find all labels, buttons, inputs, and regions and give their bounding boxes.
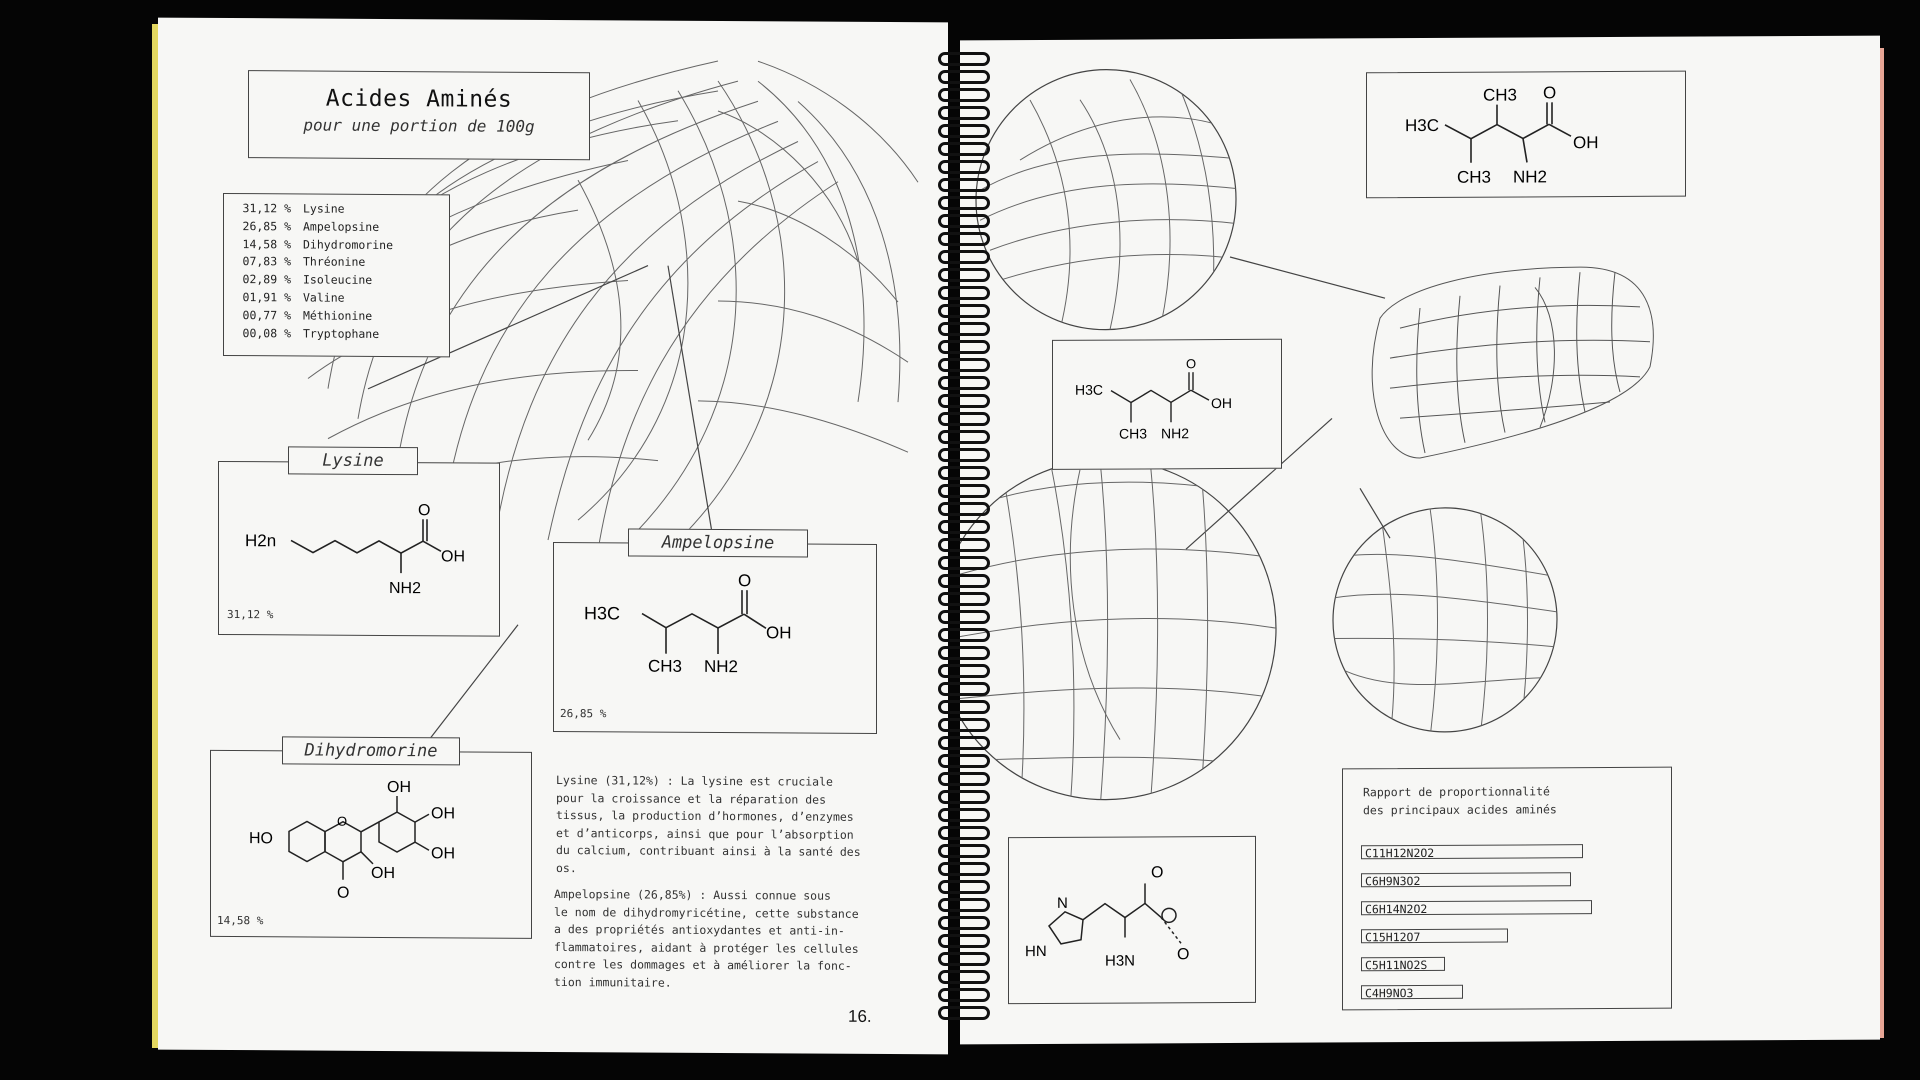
spiral-ring — [938, 214, 990, 228]
ampelopsine-description: Ampelopsine (26,85%) : Aussi connue sous le nom de dihydromyricétine, cette substance a des propriétés antioxydantes et anti-in- flammatoires, aidant à protéger les cellules contre les dommages et à améliorer la fonc- tion immunitaire. — [554, 887, 859, 990]
spiral-ring — [938, 880, 990, 894]
page-title: Acides Aminés — [325, 85, 513, 113]
svg-text:CH3: CH3 — [1119, 425, 1148, 442]
spiral-ring — [938, 790, 990, 804]
svg-text:O: O — [418, 502, 431, 520]
ratio-bar: C11H12N2O2 — [1361, 844, 1583, 859]
spiral-ring — [938, 160, 990, 174]
wireframe-tube — [1372, 267, 1653, 458]
list-item: 01,91 % Valine — [242, 290, 345, 305]
spiral-ring — [938, 142, 990, 156]
spiral-ring — [938, 862, 990, 876]
molecule-bottom-structure — [1009, 837, 1255, 1003]
right-page — [960, 36, 1880, 1045]
svg-text:CH3: CH3 — [1483, 85, 1518, 105]
list-item: 00,77 % Méthionine — [242, 307, 373, 323]
spiral-ring — [938, 934, 990, 948]
spiral-ring — [938, 394, 990, 408]
svg-text:OH: OH — [371, 864, 395, 883]
lysine-percentage: 31,12 % — [227, 608, 274, 622]
spiral-ring — [938, 88, 990, 102]
spiral-ring — [938, 664, 990, 678]
svg-text:H2n: H2n — [245, 531, 277, 551]
amino-acid-list — [223, 193, 450, 357]
molecule-mid-card — [1052, 339, 1282, 470]
svg-text:HO: HO — [249, 830, 273, 848]
spiral-ring — [938, 610, 990, 624]
lysine-card — [218, 461, 500, 637]
spiral-ring — [938, 466, 990, 480]
spiral-ring — [938, 916, 990, 930]
spiral-ring — [938, 844, 990, 858]
spiral-ring — [938, 1006, 990, 1020]
spiral-ring — [938, 340, 990, 354]
svg-text:O: O — [1177, 946, 1190, 964]
page-number: 16. — [848, 1006, 872, 1026]
svg-text:OH: OH — [387, 778, 411, 797]
svg-text:OH: OH — [1573, 133, 1599, 153]
ampelopsine-card — [553, 542, 877, 734]
svg-text:N: N — [1057, 894, 1068, 912]
list-item: 00,08 % Tryptophane — [242, 325, 380, 341]
ratio-bar: C5H11NO2S — [1361, 957, 1445, 971]
list-item: 14,58 % Dihydromorine — [242, 236, 394, 252]
svg-text:OH: OH — [766, 623, 792, 643]
left-page — [158, 18, 948, 1055]
svg-text:OH: OH — [431, 845, 455, 863]
ampelopsine-label: Ampelopsine — [628, 528, 808, 557]
spiral-ring — [938, 736, 990, 750]
svg-text:OH: OH — [441, 548, 465, 566]
spiral-ring — [938, 448, 990, 462]
ratio-bar: C6H9N3O2 — [1361, 872, 1571, 887]
svg-text:CH3: CH3 — [1457, 167, 1492, 187]
spiral-binding — [930, 52, 1010, 1042]
dihydromorine-card — [210, 750, 532, 939]
svg-text:O: O — [1151, 864, 1164, 882]
spiral-ring — [938, 178, 990, 192]
spiral-ring — [938, 952, 990, 966]
svg-text:O: O — [337, 884, 350, 902]
ratio-bar: C6H14N2O2 — [1361, 900, 1592, 915]
spiral-ring — [938, 430, 990, 444]
spiral-ring — [938, 646, 990, 660]
spiral-ring — [938, 520, 990, 534]
spiral-ring — [938, 268, 990, 282]
spiral-ring — [938, 376, 990, 390]
molecule-bottom-card — [1008, 836, 1256, 1004]
ratio-chart-box — [1342, 767, 1672, 1011]
svg-text:O: O — [738, 571, 752, 591]
dihydromorine-structure — [211, 751, 531, 938]
lysine-label: Lysine — [288, 446, 418, 475]
list-item: 26,85 % Ampelopsine — [242, 218, 380, 234]
spiral-ring — [938, 286, 990, 300]
svg-text:H3N: H3N — [1105, 952, 1136, 970]
svg-text:O: O — [1186, 356, 1197, 372]
svg-text:H3C: H3C — [584, 603, 621, 624]
ampelopsine-percentage: 26,85 % — [560, 707, 607, 721]
svg-text:O: O — [1543, 83, 1557, 103]
spiral-ring — [938, 358, 990, 372]
spiral-ring — [938, 898, 990, 912]
spiral-ring — [938, 970, 990, 984]
page-subtitle: pour une portion de 100g — [303, 115, 535, 136]
spiral-ring — [938, 304, 990, 318]
spiral-ring — [938, 808, 990, 822]
spiral-ring — [938, 826, 990, 840]
spiral-ring — [938, 772, 990, 786]
lysine-description: Lysine (31,12%) : La lysine est cruciale pour la croissance et la réparation des tissus, la production d’hormones, d’enzymes et d’anticorps, ainsi que pour l’absorption du calcium, contribuant ainsi à la santé des os. — [556, 773, 861, 876]
list-item: 02,89 % Isoleucine — [242, 272, 373, 288]
molecule-top-structure — [1367, 72, 1685, 198]
spiral-ring — [938, 484, 990, 498]
ampelopsine-structure — [554, 543, 876, 733]
spiral-ring — [938, 52, 990, 66]
spiral-ring — [938, 232, 990, 246]
spiral-ring — [938, 196, 990, 210]
spiral-ring — [938, 322, 990, 336]
svg-text:O: O — [337, 813, 348, 829]
spiral-ring — [938, 988, 990, 1002]
svg-text:NH2: NH2 — [1161, 425, 1190, 442]
spiral-ring — [938, 628, 990, 642]
spiral-ring — [938, 538, 990, 552]
spiral-ring — [938, 124, 990, 138]
spiral-ring — [938, 718, 990, 732]
svg-text:CH3: CH3 — [648, 656, 683, 676]
ratio-bar: C15H12O7 — [1361, 929, 1508, 944]
spiral-ring — [938, 700, 990, 714]
list-item: 31,12 % Lysine — [242, 201, 345, 216]
svg-text:HN: HN — [1025, 942, 1047, 961]
spiral-ring — [938, 106, 990, 120]
spiral-ring — [938, 592, 990, 606]
svg-text:H3C: H3C — [1405, 115, 1440, 136]
svg-text:OH: OH — [1211, 394, 1232, 412]
dihydromorine-label: Dihydromorine — [282, 736, 460, 765]
molecule-mid-structure — [1053, 340, 1281, 469]
svg-text:NH2: NH2 — [1513, 167, 1548, 187]
spiral-ring — [938, 574, 990, 588]
list-item: 07,83 % Thréonine — [242, 254, 366, 270]
molecule-top-card — [1366, 71, 1686, 199]
svg-text:NH2: NH2 — [389, 579, 422, 598]
dihydromorine-percentage: 14,58 % — [217, 913, 264, 928]
spiral-ring — [938, 556, 990, 570]
svg-text:H3C: H3C — [1075, 381, 1104, 398]
spiral-ring — [938, 754, 990, 768]
spiral-ring — [938, 502, 990, 516]
ratio-title: Rapport de proportionnalité des principaux acides aminés — [1363, 784, 1557, 818]
svg-text:NH2: NH2 — [704, 656, 739, 677]
title-box — [248, 70, 590, 160]
spiral-ring — [938, 70, 990, 84]
spiral-ring — [938, 682, 990, 696]
spiral-ring — [938, 412, 990, 426]
spiral-ring — [938, 250, 990, 264]
svg-text:OH: OH — [431, 805, 455, 823]
ratio-bar: C4H9NO3 — [1361, 985, 1463, 1000]
